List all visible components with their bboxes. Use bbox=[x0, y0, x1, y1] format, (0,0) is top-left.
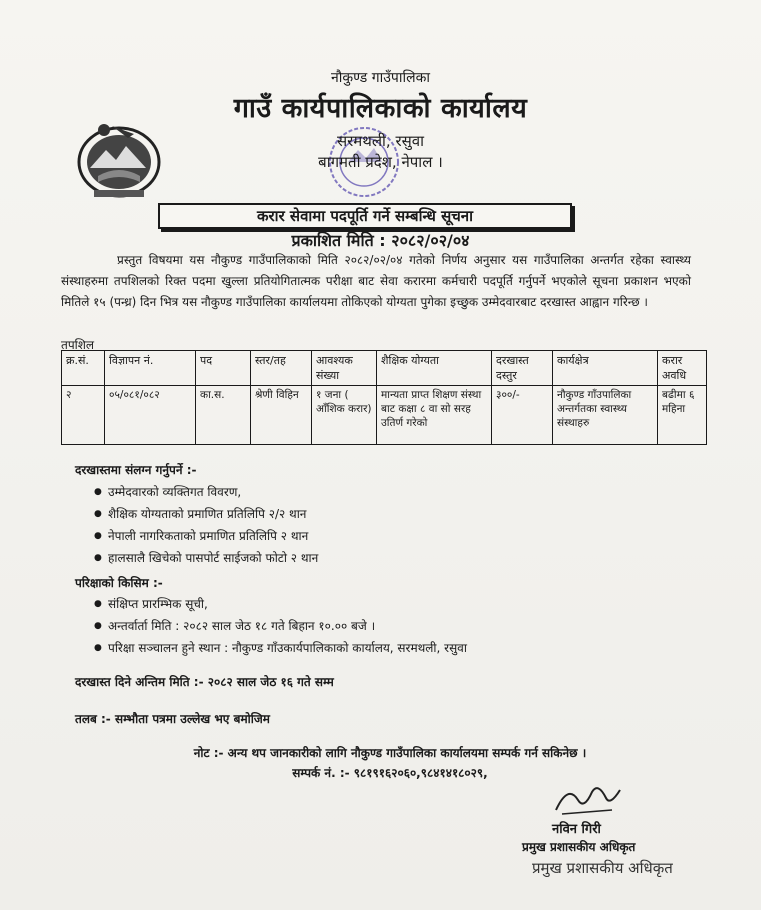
column-header: पद bbox=[196, 351, 251, 386]
notice-title: करार सेवामा पदपूर्ति गर्ने सम्बन्धि सूचना bbox=[158, 203, 572, 229]
salary-text: तलब :- सम्भौता पत्रमा उल्लेख भए बमोजिम bbox=[75, 712, 270, 726]
signature-icon bbox=[548, 780, 628, 820]
list-item: ● अन्तर्वार्ता मिति : २०८२ साल जेठ १८ गते बिहान १०.०० बजे । bbox=[94, 615, 467, 637]
attachments-list bbox=[94, 481, 318, 569]
exam-list bbox=[94, 593, 467, 659]
table-cell: २ bbox=[62, 386, 105, 445]
details-label: तपशिल bbox=[61, 338, 95, 352]
office-name: नौकुण्ड गाउँपालिका bbox=[331, 70, 430, 86]
table-cell: मान्यता प्राप्त शिक्षण संस्था बाट कक्षा ८ वा सो सरह उतिर्ण गरेको bbox=[377, 386, 492, 445]
signer-title: प्रमुख प्रशासकीय अधिकृत bbox=[522, 840, 636, 854]
column-header: कार्यक्षेत्र bbox=[553, 351, 658, 386]
list-item: ● हालसालै खिचेको पासपोर्ट साईजको फोटो २ थान bbox=[94, 547, 318, 569]
list-item: ● नेपाली नागरिकताको प्रमाणित प्रतिलिपि २ थान bbox=[94, 525, 318, 547]
intro-paragraph: प्रस्तुत विषयमा यस नौकुण्ड गाउँपालिकाको मिति २०८२/०२/०४ गतेको निर्णय अनुसार यस गाउँपालिका अन्तर्गत रहेका स्वास्थ्य संस्थाहरुमा तपशिलको रिक्त पदमा खुल्ला प्रतियोगितात्मक परीक्षा बाट सेवा करारमा कर्मचारी पदपूर्ति गर्नुपर्ने भएकोले सूचना प्रकाशन भएको मितिले १५ (पन्ध्र) दिन भित्र यस नौकुण्ड गाउँपालिका कार्यालयमा तोकिएको योग्यता पुगेका इच्छुक उम्मेदवारबाट दरखास्त आह्वान गरिन्छ । bbox=[61, 253, 691, 309]
column-header: क्र.सं. bbox=[62, 351, 105, 386]
table-cell: श्रेणी विहिन bbox=[251, 386, 312, 445]
column-header: स्तर/तह bbox=[251, 351, 312, 386]
table-cell: नौकुण्ड गाँउपालिका अन्तर्गतका स्वास्थ्य संस्थाहरु bbox=[553, 386, 658, 445]
table-cell: बढीमा ६ महिना bbox=[658, 386, 707, 445]
column-header: करार अवधि bbox=[658, 351, 707, 386]
signer-stamp: प्रमुख प्रशासकीय अधिकृत bbox=[532, 859, 673, 877]
table-cell: १ जना ( आँशिक करार) bbox=[312, 386, 377, 445]
list-item: ● उम्मेदवारको व्यक्तिगत विवरण, bbox=[94, 481, 318, 503]
list-item: ● शैक्षिक योग्यताको प्रमाणित प्रतिलिपि २/२ थान bbox=[94, 503, 318, 525]
table-cell: ३००/- bbox=[492, 386, 553, 445]
table-row bbox=[62, 386, 707, 445]
contact-numbers: सम्पर्क नं. :- ९८१९१६२०६०,९८४१४१८०२९, bbox=[292, 766, 488, 780]
column-header: आवश्यक संख्या bbox=[312, 351, 377, 386]
column-header: विज्ञापन नं. bbox=[105, 351, 196, 386]
deadline-text: दरखास्त दिने अन्तिम मिति :- २०८२ साल जेठ १६ गते सम्म bbox=[75, 675, 334, 689]
column-header: दरखास्त दस्तुर bbox=[492, 351, 553, 386]
list-item: ● परिक्षा सञ्चालन हुने स्थान : नौकुण्ड गाँउकार्यपालिकाको कार्यालय, सरमथली, रसुवा bbox=[94, 637, 467, 659]
table-cell: ०५/०८१/०८२ bbox=[105, 386, 196, 445]
address-line-2: बागमती प्रदेश, नेपाल । bbox=[318, 153, 443, 171]
table-header-row bbox=[62, 351, 707, 386]
signer-name: नविन गिरी bbox=[552, 822, 601, 837]
column-header: शैक्षिक योग्यता bbox=[377, 351, 492, 386]
attachments-heading: दरखास्तमा संलग्न गर्नुपर्ने :- bbox=[75, 463, 197, 477]
address-line-1: सरमथली, रसुवा bbox=[337, 132, 424, 150]
office-title: गाउँ कार्यपालिकाको कार्यालय bbox=[233, 93, 528, 124]
exam-heading: परिक्षाको किसिम :- bbox=[75, 576, 163, 590]
table-cell: का.स. bbox=[196, 386, 251, 445]
published-date: प्रकाशित मिति : २०८२/०२/०४ bbox=[291, 231, 470, 250]
list-item: ● संक्षिप्त प्रारम्भिक सूची, bbox=[94, 593, 467, 615]
vacancy-table bbox=[61, 350, 707, 445]
note-text: नोट :- अन्य थप जानकारीको लागि नौकुण्ड गाउँपालिका कार्यालयमा सम्पर्क गर्न सकिनेछ । bbox=[193, 746, 587, 760]
